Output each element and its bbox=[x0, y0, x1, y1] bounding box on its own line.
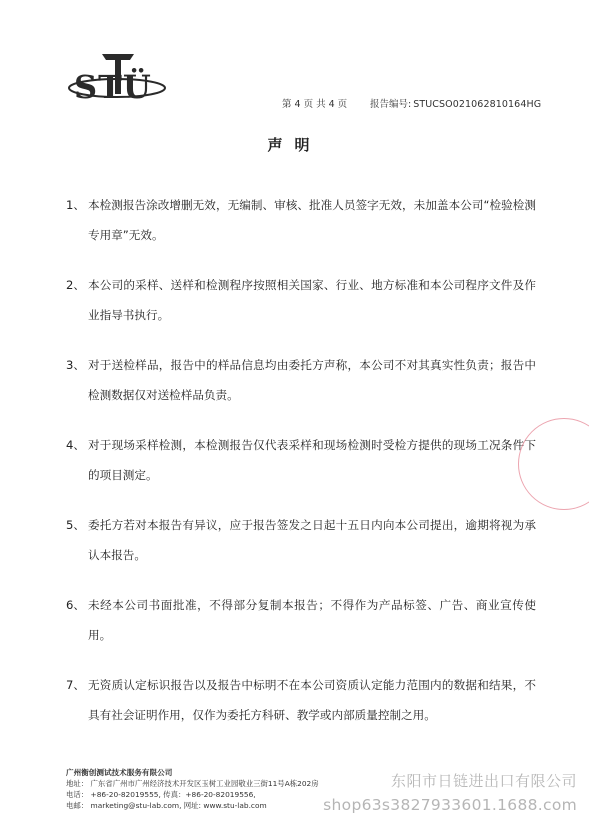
item-text: 对于送检样品，报告中的样品信息均由委托方声称，本公司不对其真实性负责；报告中检测数据仅对送检样品负责。 bbox=[88, 358, 536, 402]
declaration-item bbox=[66, 270, 536, 330]
item-number: 2、 bbox=[66, 278, 85, 292]
footer-company: 广州衡创测试技术服务有限公司 bbox=[66, 768, 173, 777]
header-meta bbox=[0, 96, 589, 110]
item-text: 本公司的采样、送样和检测程序按照相关国家、行业、地方标准和本公司程序文件及作业指导书执行。 bbox=[88, 278, 536, 322]
item-number: 1、 bbox=[66, 198, 85, 212]
declaration-item bbox=[66, 430, 536, 490]
watermark-url: shop63s3827933601.1688.com bbox=[323, 796, 577, 814]
declaration-item bbox=[66, 190, 536, 250]
report-number: STUCSO021062810164HG bbox=[413, 99, 542, 110]
item-number: 3、 bbox=[66, 358, 85, 372]
item-text: 无资质认定标识报告以及报告中标明不在本公司资质认定能力范围内的数据和结果，不具有社会证明作用，仅作为委托方科研、教学或内部质量控制之用。 bbox=[88, 678, 536, 722]
footer-address: 地址： 广东省广州市广州经济技术开发区玉树工业园敬业三街11号A栋202房 bbox=[66, 779, 319, 788]
item-text: 委托方若对本报告有异议，应于报告签发之日起十五日内向本公司提出，逾期将视为承认本报告。 bbox=[88, 518, 536, 562]
declaration-item bbox=[66, 510, 536, 570]
declaration-item bbox=[66, 670, 536, 730]
declaration-item bbox=[66, 350, 536, 410]
item-number: 4、 bbox=[66, 438, 85, 452]
item-number: 7、 bbox=[66, 678, 85, 692]
logo-wordmark: STÜ bbox=[74, 68, 152, 106]
footer-email: 电邮： marketing@stu-lab.com, 网址: www.stu-lab.com bbox=[66, 801, 267, 810]
report-number-label: 报告编号: bbox=[370, 99, 412, 110]
item-number: 6、 bbox=[66, 598, 85, 612]
item-text: 未经本公司书面批准，不得部分复制本报告；不得作为产品标签、广告、商业宣传使用。 bbox=[88, 598, 536, 642]
footer bbox=[66, 767, 366, 811]
item-number: 5、 bbox=[66, 518, 85, 532]
report-number-group bbox=[370, 96, 541, 110]
item-text: 本检测报告涂改增删无效，无编制、审核、批准人员签字无效，未加盖本公司“检验检测专用章”无效。 bbox=[88, 198, 536, 242]
page-title: 声明 bbox=[267, 136, 322, 154]
footer-phone: 电话： +86-20-82019555, 传真：+86-20-82019556, bbox=[66, 790, 256, 799]
declaration-item bbox=[66, 590, 536, 650]
watermark-company: 东阳市日链进出口有限公司 bbox=[390, 772, 577, 790]
item-text: 对于现场采样检测，本检测报告仅代表采样和现场检测时受检方提供的现场工况条件下的项目测定。 bbox=[88, 438, 536, 482]
page-info: 第 4 页 共 4 页 bbox=[282, 99, 348, 110]
declaration-list bbox=[66, 190, 536, 750]
